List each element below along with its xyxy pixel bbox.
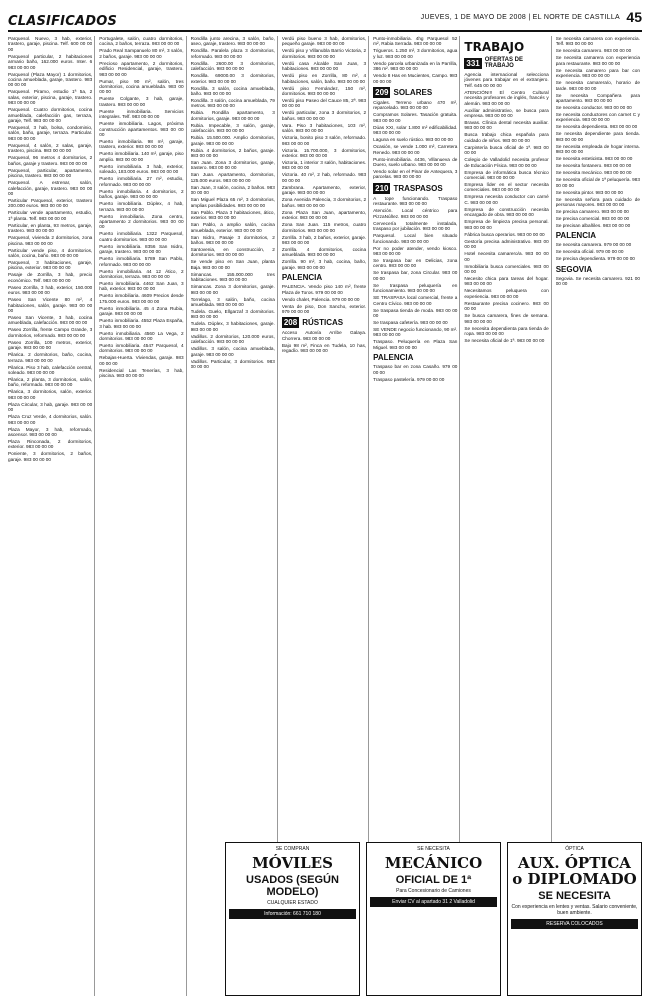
classified-ad: Se necesita oficial de 1ª peluquería. 983 00 00 00 <box>555 177 640 188</box>
classified-ad: Paseo San Vicente, 3 hab, cocina amueblada, calefacción. 983 00 00 00 <box>8 314 93 326</box>
classified-ad: Venta de piso, Don Sancho, exterior. 979 00 00 00 <box>281 303 367 314</box>
classified-ad: Parquesol. Cuatro dormitorios, cocina amueblada, calefacción gas, terraza, garaje, Telf. 983 00 00 00 <box>8 107 93 124</box>
display-ad-line: Para Concesionario de Camiones <box>396 888 471 894</box>
classified-ad: Rondilla. 2600.00 3 dormitorios, calefacción. 983 00 00 00 <box>190 60 275 72</box>
classified-ad: Parquesol particular, 2 habitaciones armario baño, 162.000 euros. Inter. 6 983 00 00 00 <box>8 53 93 70</box>
classified-ad: Se necesita camarera. 979 00 00 00 <box>555 242 632 248</box>
classified-ad: Torrelago, 3 salón, baño, cocina amueblada. 983 00 00 00 <box>190 296 275 307</box>
classified-ad: San Juan. Zona 3 dormitorios, garaje, trastero. 983 00 00 00 <box>190 160 275 171</box>
classified-ad: Tudela. Dúplex, 3 habitaciones, garaje. 983 00 00 00 <box>190 321 275 332</box>
classified-ad: Rondilla. Paralela plaza 3 dormitorios, reformado. 983 00 00 00 <box>190 48 275 59</box>
classified-ad: SE TRASPASA local comercial, frente a Centro Cívico. 983 00 00 00 <box>373 295 458 306</box>
classified-ad: Pilarica. 2 dormitorios, baño, cocina, terraza. 983 00 00 00 <box>8 352 93 363</box>
classified-ad: Plaza Circular, 3 hab, garaje. 983 00 00 00 <box>8 401 93 413</box>
classified-ad: Vadillos. Particular, 3 dormitorios. 983 00 00 00 <box>190 358 275 369</box>
classified-ad: Se busca camarera, fines de semana. 983 00 00 00 <box>464 313 549 324</box>
classified-ad: Puerto inmobiliaria. Dúplex, 4 hab, terraza. 983 00 00 00 <box>99 201 184 212</box>
classified-ad: Pilarica. Piso 3 hab, calefacción central, soleado. 983 00 00 00 <box>8 364 93 375</box>
classified-ad: Agencia internacional selecciona jóvenes para trabajar en el extranjero. Telf. 645 00 00 00 <box>464 72 549 88</box>
classified-ad: Verdú piso bueno 3 hab, dormitorios, pequeño garaje. 983 00 00 00 <box>281 36 367 47</box>
classified-ad: Puerto inmobiliaria. 3 hab, exterior, soleado, 183.000 euros. 983 00 00 00 <box>99 163 184 175</box>
classified-ad: Cervecería totalmente instalada, traspaso por jubilación. 983 00 00 00 <box>373 220 458 232</box>
classified-ad: Se necesita dependiente para tienda. 983 00 00 00 <box>555 131 640 142</box>
ad-column <box>8 36 95 996</box>
classified-ad: Cigales. Terreno urbano 470 m², reparcelado. 983 00 00 00 <box>373 100 458 111</box>
category-label: OFERTAS DE TRABAJO <box>484 57 523 69</box>
classified-ad: Se necesita oficial. 979 00 00 00 <box>555 249 624 255</box>
classified-ad: Se necesita pintor. 983 00 00 00 <box>555 189 623 195</box>
classified-ad: Se necesita conductor. 983 00 00 00 <box>555 105 632 111</box>
classified-ad: Verdú piso Paseo del Cauce 85, 2ª. 983 00 00 00 <box>281 98 367 109</box>
classified-ad: Puerto inmobiliaria. 27 m², estudio, reformado. 983 00 00 00 <box>99 176 184 187</box>
classified-ad: Se traspasa bar, zona Circular. 983 00 00 00 <box>373 270 458 281</box>
classified-ad: Puerto inmobiliaria. 8356 San Isidro, garaje, trastero. 983 00 00 00 <box>99 243 184 255</box>
classified-ad: Parquesol, 96 metros 4 dormitorios, 2 baños, garaje y trastero. 983 00 00 00 <box>8 155 93 166</box>
classified-ad: Se necesita conductores con carnet C y experiencia. 983 00 00 00 <box>555 112 640 123</box>
classified-ad: Se necesita oficial de 1ª. 983 00 00 00 <box>464 337 545 343</box>
classified-ad: Puerto inmobiliaria. 4560 La Vega, 2 dormitorios. 983 00 00 00 <box>99 330 184 341</box>
category-label: SOLARES <box>393 88 433 98</box>
classified-ad: Parquesol, particular, apartamento, piscina, trastero. 983 00 00 00 <box>8 167 93 179</box>
classified-ad: SE VENDE negocio funcionando, 90 m². 983 00 00 00 <box>373 326 458 338</box>
classified-ad: Zona Avenida Palencia, 3 dormitorios, 2 baños. 983 00 00 00 <box>281 197 367 208</box>
ad-column <box>99 36 186 996</box>
page-number: 45 <box>626 9 642 25</box>
display-ad <box>366 842 501 996</box>
classified-ad: Vendo solar en el Pinar de Antequera, 3 parcelas. 983 00 00 00 <box>373 169 458 180</box>
classified-ad: Verdú piso en Zorrilla, 80 m², 4 habitaciones, salón, baño. 983 00 00 00 <box>281 73 367 84</box>
display-ad-title: MECÁNICO <box>384 854 483 872</box>
classified-ad: Ocasión, se vende 1.000 m², Carretera Renedo. 983 00 00 00 <box>373 144 458 155</box>
classified-ad: Necesito chica para tareas del hogar. 983 00 00 00 <box>464 275 549 287</box>
classified-ad: Empresa necesita conductor con carné C. 983 00 00 00 <box>464 194 549 205</box>
classified-ad: Se necesita esteticista. 983 00 00 00 <box>555 156 633 162</box>
classified-ad: Puerto inmobiliaria. 45 4 Zona Rubia, garaje. 983 00 00 00 <box>99 305 184 317</box>
section-title: CLASIFICADOS <box>8 14 118 29</box>
classified-ad: Se precisa comercial. 983 00 00 00 <box>555 216 630 222</box>
display-ad-title: MÓVILES <box>252 854 333 872</box>
classified-ad: Bravas. Clínica dental necesita auxiliar. 983 00 00 00 <box>464 120 549 131</box>
classified-ad: Se traspasa tienda de moda. 983 00 00 00 <box>373 307 458 318</box>
classified-ad: Colegio de Valladolid necesita profesor de Educación Física. 983 00 00 00 <box>464 157 549 168</box>
classified-ad: San Pablo, a amplio salón, cocina amueblada, exterior. 983 00 00 00 <box>190 222 275 233</box>
classified-ad: Inmobiliaria busca comerciales. 983 00 00 00 <box>464 263 549 274</box>
running-head: JUEVES, 1 DE MAYO DE 2008 | EL NORTE DE CASTILLA <box>420 14 620 21</box>
classified-ad: Parquesol, vivienda 2 dormitorios, zona piscina. 983 00 00 00 <box>8 235 93 246</box>
classified-ad: Parquesol. A estrenar, salón, calefacción, garaje, trastero. 983 00 00 00 <box>8 180 93 196</box>
classified-ad: Verdú piso y Villanubla Barrio Victoria, 2 dormitorios. 983 00 00 00 <box>281 48 367 59</box>
classified-ad: Se traspasa cafetería. 983 00 00 00 <box>373 319 448 325</box>
classified-ad: Se necesita dependienta. 983 00 00 00 <box>555 124 638 130</box>
display-ad <box>225 842 360 996</box>
classified-ad: San Isidro, Pasaje 3 dormitorios, 2 baños. 983 00 00 00 <box>190 234 275 245</box>
classified-ad: Pasaje de Zorrilla, 3 hab, precio económico. Telf. 983 00 00 00 <box>8 272 93 283</box>
classified-ad: Puerto inmobiliaria. 4547 Parquesol, 4 dormitorios. 983 00 00 00 <box>99 342 184 354</box>
classified-ad: Dúas XXI, solar 1.800 m² edificabilidad. 983 00 00 00 <box>373 124 458 136</box>
classified-ad: Rubia. Rondilla apartamento, 3 dormitorios, garaje. 983 00 00 00 <box>190 110 275 121</box>
classified-ad: Bajo 98 m², Finca en Tudela, 10 has, regadío. 983 00 00 00 <box>281 342 367 354</box>
classified-ad: Se vende piso en San Juan, planta Baja. 983 00 00 00 <box>190 259 275 270</box>
classified-ad: Por no poder atender, vendo kiosco. 983 00 00 00 <box>373 245 458 256</box>
classified-ad: Puente Colgante, 3 hab, garaje, trastero. 983 00 00 00 <box>99 96 184 107</box>
box-ads <box>225 842 642 996</box>
classified-ad: Precioso apartamento, 2 dormitorios, edificio Residencial, garaje, trastero. 983 00 00 00 <box>99 60 184 77</box>
classified-ad: Puerto inmobiliaria. 140 m², garaje, piso amplio. 983 00 00 00 <box>99 151 184 162</box>
classified-ad: Puerto inmobiliaria. 44 12 Ático, 2 dormitorios, terraza. 983 00 00 00 <box>99 268 184 279</box>
display-ad-top: SE NECESITA <box>417 846 450 852</box>
category-label: PALENCIA <box>281 273 323 283</box>
classified-ad: Laguna en suelo rústico. 983 00 00 00 <box>373 137 453 143</box>
classified-ad: Acceso Autovía Arribe Galaya. Chorrera. 983 00 00 00 <box>281 330 367 341</box>
classified-ad: Santovenia, en construcción, 2 dormitorios. 983 00 00 00 <box>190 246 275 258</box>
classified-ad: Carpintería busca oficial de 1ª. 983 00 00 00 <box>464 144 549 156</box>
classified-ad: Portugalete, salón, cuatro dormitorios, cocina, 2 baños, terraza. 983 00 00 00 <box>99 36 184 47</box>
classified-ad: A tope funcionando. Traspaso restaurante. 983 00 00 00 <box>373 195 458 207</box>
classified-ad: Se necesita señora para cuidado de personas mayores. 983 00 00 00 <box>555 196 640 208</box>
category-number: 208 <box>283 318 298 328</box>
classified-ad: Se necesita empleada de hogar interna. 983 00 00 00 <box>555 143 640 155</box>
classified-ad: Se necesita camarera con experiencia. Telf. 983 00 00 00 <box>555 36 640 47</box>
classified-ad: Rubia. 4 dormitorios, 2 baños, garaje. 983 00 00 00 <box>190 147 275 159</box>
classified-ad: Vadillos. 3 salón, cocina amueblada, garaje. 983 00 00 00 <box>190 346 275 357</box>
classified-ad: Zona San Juan. 115 metros, cuatro dormitorios. 983 00 00 00 <box>281 222 367 233</box>
classified-ad: Puerto inmobiliaria. 4609 Precios desde 175.000 euros. 983 00 00 00 <box>99 293 184 304</box>
classified-ad: Paseo Zorrilla, 3 hab, exterior, 150.000 euros. 983 00 00 00 <box>8 284 93 296</box>
classified-ad: Vara. Piso 3 habitaciones, 103 m², salón. 983 00 00 00 <box>281 122 367 134</box>
category-heading <box>373 353 457 362</box>
category-heading <box>464 57 548 69</box>
category-number: 210 <box>375 183 389 193</box>
classified-ad: Rebajas-Huerta. Viviendas, garaje. 983 00 00 00 <box>99 355 184 366</box>
display-ad-footer: Enviar CV al apartado 31 2 Valladolid <box>370 897 497 907</box>
classified-ad: Se necesita fontanero. 983 00 00 00 <box>555 163 632 169</box>
section-heading: TRABAJO <box>464 40 525 54</box>
category-label: SEGOVIA <box>555 264 593 274</box>
classified-ad: Fábrica busca operarios. 983 00 00 00 <box>464 231 545 237</box>
classified-ad: Necesitamos peluquera con experiencia. 983 00 00 00 <box>464 288 549 299</box>
classified-ad: Puerto inmobiliaria. 4462 San Juan, 3 hab, exterior. 983 00 00 00 <box>99 280 184 292</box>
classified-ad: Rubia. 15.500.000. Amplio dormitorios, garaje. 983 00 00 00 <box>190 135 275 146</box>
classified-ad: Pilarica, 2 planta, 3 dormitorios, salón, baño, reformado. 983 00 00 00 <box>8 377 93 388</box>
classified-ad: Auxiliar administrativo, se busca para empresa. 983 00 00 00 <box>464 107 549 119</box>
classified-ad: Se necesita dependienta para tienda de ropa. 983 00 00 00 <box>464 325 549 336</box>
classified-ad: Parquesol, 4 salón, 2 salas, garaje, trastero, piscina. 983 00 00 00 <box>8 142 93 154</box>
classified-ad: Vadillos. 2 dormitorios, 120.000 euros, calefacción. 983 00 00 00 <box>190 333 275 345</box>
classified-ad: Paseo Zorrilla, frente Campo Grande, 3 dormitorios, reformado. 983 00 00 00 <box>8 327 93 338</box>
classified-ad: Rondilla. 3 salón, cocina amueblada, 79 metros. 983 00 00 00 <box>190 98 275 109</box>
classified-ad: San Juan. Apartamento, dormitorios, 125.000 euros. 983 00 00 00 <box>190 172 275 183</box>
classified-ad: Empresa de informática busca técnico comercial. 983 00 00 00 <box>464 169 549 181</box>
classified-ad: Puerto inmobiliaria. 4 dormitorios, 2 baños, garaje. 983 00 00 00 <box>99 188 184 200</box>
classified-ad: Paseo Zorrilla, 100 metros, exterior, garaje. 983 00 00 00 <box>8 339 93 351</box>
classified-ad: Traspaso bar en zona Casaño. 979 00 00 00 <box>373 364 458 375</box>
category-heading <box>282 273 366 282</box>
classified-ad: Rondilla junto arecina, 3 salón, baño, aseo, garaje, trastero. 983 00 00 00 <box>190 36 275 47</box>
classified-ad: Particular vende piso, 4 dormitorios, salón, cocina, baño. 983 00 00 00 <box>8 247 93 258</box>
display-ad-footer: RESERVA COLOCADOS <box>511 919 638 929</box>
classified-ad: Parquesol. Nuevo, 3 hab, exterior, trastero, garaje, piscina. Telf. 600 00 00 00 <box>8 36 93 52</box>
classified-ad: Victoria. 15.700.000, 3 dormitorios, exterior. 983 00 00 00 <box>281 147 367 159</box>
classified-ad: Empresa de limpieza precisa personal. 983 00 00 00 <box>464 219 549 230</box>
classified-ad: Se necesita camarero para bar con experiencia. 983 00 00 00 <box>555 67 640 79</box>
category-number: 331 <box>466 58 480 68</box>
classified-ad: Compramos Solares. Tasación gratuita. 983 00 00 00 <box>373 112 458 123</box>
display-ad-line: OFICIAL DE 1ª <box>395 874 472 886</box>
classified-ad: Zorrilla. 3 hab, 2 baños, exterior, garaje. 983 00 00 00 <box>281 234 367 245</box>
category-heading <box>282 317 366 328</box>
display-ad-line: USADOS (SEGÚN MODELO) <box>246 874 339 898</box>
classified-ad: Vendo chalet, Palencia. 979 00 00 00 <box>281 296 360 302</box>
category-heading <box>373 183 457 194</box>
category-number: 209 <box>375 88 389 98</box>
classified-ad: Victoria, 1 interior 3 salón, habitaciones. 983 00 00 00 <box>281 160 367 171</box>
classified-ad: Rubia. Impecable, 3 salón, garaje, calefacción. 983 00 00 00 <box>190 122 275 134</box>
category-heading <box>556 231 640 240</box>
classified-ad: Poniente, 3 dormitorios, 2 baños, garaje. 983 00 00 00 <box>8 451 93 462</box>
classified-ad: Parquesol (Plaza Mayor) 1 dormitorios, cocina amueblada, garaje, trastero. 983 00 00 00 <box>8 71 93 88</box>
display-ad-title: AUX. ÓPTICA o DIPLOMADO <box>512 854 637 888</box>
classified-ad: PALENCIA. Vendo piso 140 m², frente Plaza de Toros. 979 00 00 00 <box>281 284 367 295</box>
classified-ad: Residencial Las Tenerías, 3 hab, piscina. 983 00 00 00 <box>99 367 184 379</box>
classified-ad: Se precisa camarero. 983 00 00 00 <box>555 209 629 215</box>
classified-ad: Empresa de construcción necesita encargado de obra. 983 00 00 00 <box>464 206 549 218</box>
classified-ad: Rondilla. 69000.00 3 dormitorios, exterior. 983 00 00 00 <box>190 73 275 84</box>
classified-ad: Plaza Rinconada, 2 dormitorios, exterior. 983 00 00 00 <box>8 439 93 450</box>
classified-ad: Particular, en planta, 93 metros, garaje, trastero. 983 00 00 00 <box>8 222 93 234</box>
classified-ad: ATENCIÓN!!! El Centro Cultural necesita profesores de inglés, francés y alemán. 983 00 00 00 <box>464 89 549 106</box>
display-ad-top: ÓPTICA <box>565 846 584 852</box>
classified-ad: Rondilla. 3 salón, cocina amueblada, baño. 983 00 00 00 <box>190 85 275 97</box>
classified-ad: Parquesol. Piramo, estudio 1ª 5a, 2 salas, exterior, piscina, garaje, trastero. 983 00 00 00 <box>8 89 93 106</box>
classified-ad: Busca trabajo chica española para cuidado de niños. 983 00 00 00 <box>464 132 549 143</box>
classified-ad: Plaza Cruz Verde, 4 dormitorios, salón. 983 00 00 00 <box>8 414 93 425</box>
category-label: PALENCIA <box>555 231 596 241</box>
classified-ad: Empresa líder en el sector necesita comerciales. 983 00 00 00 <box>464 182 549 193</box>
classified-ad: Puente inmobiliaria. Servicios integrales. Telf. 983 00 00 00 <box>99 108 184 120</box>
classified-ad: Victoria, bonito piso 3 salón, reformado. 983 00 00 00 <box>281 135 367 146</box>
display-ad <box>507 842 642 996</box>
classified-ad: Parquesol, 3 habitaciones, garaje, piscina, exterior. 983 00 00 00 <box>8 259 93 271</box>
classified-ad: Se traspasa peluquería en funcionamiento. 983 00 00 00 <box>373 282 458 294</box>
classified-ad: Vendo parcela urbanizada en la Parrilla, 386 m². 983 00 00 00 <box>373 60 458 72</box>
classified-ad: Puerto inmobiliaria. 1322 Parquesol, cuatro dormitorios. 983 00 00 00 <box>99 231 184 242</box>
classified-ad: Se necesita camarero. 983 00 00 00 <box>555 48 632 54</box>
classified-ad: Gestoría precisa administrativo. 983 00 00 00 <box>464 238 549 250</box>
classified-ad: Segovia. Se necesita camarero. 921 00 00 00 <box>555 275 640 287</box>
classified-ad: Trigueros. 1.250 m², 3 dormitorios, agua y luz. 983 00 00 00 <box>373 48 458 59</box>
classified-ad: Se necesita Compañera para apartamento. 983 00 00 00 <box>555 92 640 104</box>
classified-ad: Prado Real Sampanuelo 80 m², 3 salón, 2 baños, garaje. 983 00 00 00 <box>99 48 184 59</box>
classified-ad: San Miguel Plaza 65 m², 3 dormitorios, amplias posibilidades. 983 00 00 00 <box>190 197 275 208</box>
classified-ad: Puerto inmobiliaria. 98 m², garaje, trastero, exterior. 983 00 00 00 <box>99 139 184 150</box>
classified-ad: Zambrana. Apartamento, exterior, garaje. 983 00 00 00 <box>281 184 367 196</box>
classified-ad: Se necesita camarera con experiencia para restaurante. 983 00 00 00 <box>555 55 640 66</box>
category-label: PALENCIA <box>373 353 414 363</box>
classified-ad: Se precisan albañiles. 983 00 00 00 <box>555 223 631 229</box>
classified-ad: Puerto inmobiliaria. 5789 San Pablo, reformado. 983 00 00 00 <box>99 256 184 267</box>
classified-ad: Hotel necesita camarero/a. 983 00 00 00 <box>464 251 549 262</box>
classified-ad: Pilarica, 3 dormitorios, salón, exterior. 983 00 00 00 <box>8 389 93 400</box>
category-heading <box>373 87 457 98</box>
classified-ad: Verdú casa Alcalde San Juan, 3 habitaciones. 983 00 00 00 <box>281 60 367 72</box>
classified-ad: San Juan, 3 salón, cocina, 2 baños. 983 00 00 00 <box>190 184 275 196</box>
classified-ad: Verdú piso Fernández, 150 m², dormitorios. 983 00 00 00 <box>281 85 367 97</box>
classified-ad: Punto-inmobiliaria. 4436, Villanueva de Duero, suelo urbano. 983 00 00 00 <box>373 156 458 168</box>
classified-ad: Simancas. Zona 3 dormitorios, garaje. 983 00 00 00 <box>190 284 275 295</box>
classified-ad: Tudela. Guelo, Ellgarzaf 3 dormitorios. 983 00 00 00 <box>190 308 275 320</box>
classified-ad: Particular Parquesol, exterior, trastero 200.000 euros. 983 00 00 00 <box>8 197 93 209</box>
classified-ad: Verdú particular, zona 3 dormitorios, 2 baños. 983 00 00 00 <box>281 110 367 121</box>
classified-ad: Traspaso. Peluquería en Plaza San Miguel. 983 00 00 00 <box>373 339 458 350</box>
classified-ad: Puerto inmobiliaria. 4552 Plaza España, 3 hab. 983 00 00 00 <box>99 318 184 329</box>
display-ad-top: SE COMPRAN <box>275 846 310 852</box>
classified-ad: Plaza Mayor, 3 hab, reformado, ascensor. 983 00 00 00 <box>8 426 93 438</box>
classified-ad: Zorrilla. 90 m², 3 hab, cocina, baño, garaje. 983 00 00 00 <box>281 259 367 270</box>
display-ad-line: SE NECESITA <box>538 890 611 902</box>
classified-ad: Se necesita mecánico. 983 00 00 00 <box>555 170 632 176</box>
classified-ad: Victoria. 40 m², 2 hab, reformado. 983 00 00 00 <box>281 172 367 183</box>
classified-ad: Punto-inmobiliaria. 4hg Parquesol 52 m², Rabia Serrada. 983 00 00 00 <box>373 36 458 47</box>
classified-ad: Restaurante precisa cocinero. 983 00 00 00 <box>464 300 549 312</box>
classified-ad: Particular vende apartamento, estudio, 1ª planta. Telf. 983 00 00 00 <box>8 210 93 221</box>
category-label: TRASPASOS <box>393 183 443 193</box>
classified-ad: Paseo San Vicente 80 m², 4 habitaciones, salón, garaje. 983 00 00 00 <box>8 297 93 313</box>
classified-ad: Traspaso pastelería. 979 00 00 00 <box>373 376 445 382</box>
classified-ad: Zorrilla. 4 dormitorios, cocina amueblada. 983 00 00 00 <box>281 246 367 258</box>
classified-ad: Vendo 8 Has en Mucientes, Campo. 983 00 00 00 <box>373 73 458 84</box>
display-ad-line: Con experiencia en lentes y ventas. Salario conveniente, buen ambiente. <box>511 904 638 916</box>
classified-ad: Simancas. 155.000.000 tres habitaciones. 983 00 00 00 <box>190 271 275 283</box>
display-ad-footer: Información: 661 710 180 <box>229 909 356 919</box>
category-heading <box>556 265 640 274</box>
classified-ad: Pumar, piso 90 m², salón, tres dormitorios, cocina amueblada. 983 00 00 00 <box>99 78 184 95</box>
classified-ad: Puerto inmobiliaria. Zona centro, apartamento 2 dormitorios. 983 00 00 00 <box>99 213 184 230</box>
header-rule <box>8 30 642 32</box>
classified-ad: Zona Plaza San Juan, apartamento, exterior. 983 00 00 00 <box>281 209 367 221</box>
classified-ad: Parquesol, 3 hab, bolsa, condominio, salón, baño, garaje, terraza. Particular. 983 00 00 00 <box>8 125 93 141</box>
classified-ad: Parquesol. Local bien situado funcionando. 983 00 00 00 <box>373 233 458 244</box>
classified-ad: Se necesita camarera/o, horario de tarde. 983 00 00 00 <box>555 80 640 91</box>
classified-ad: Puente inmobiliaria. Lagos, próxima construcción apartamentos. 983 00 00 00 <box>99 121 184 138</box>
classified-ad: San Pablo. Plaza 3 habitaciones, ático, exterior. 983 00 00 00 <box>190 209 275 221</box>
classified-ad: Se precisa dependienta. 979 00 00 00 <box>555 256 635 262</box>
category-label: RÚSTICAS <box>302 318 344 328</box>
classified-ad: Se traspasa bar en Delicias, zona centro. 983 00 00 00 <box>373 257 458 269</box>
display-ad-line: CUALQUIER ESTADO <box>267 900 318 906</box>
classified-ad: Atención. Local céntrico para PizzaNúñez. 983 00 00 00 <box>373 208 458 219</box>
